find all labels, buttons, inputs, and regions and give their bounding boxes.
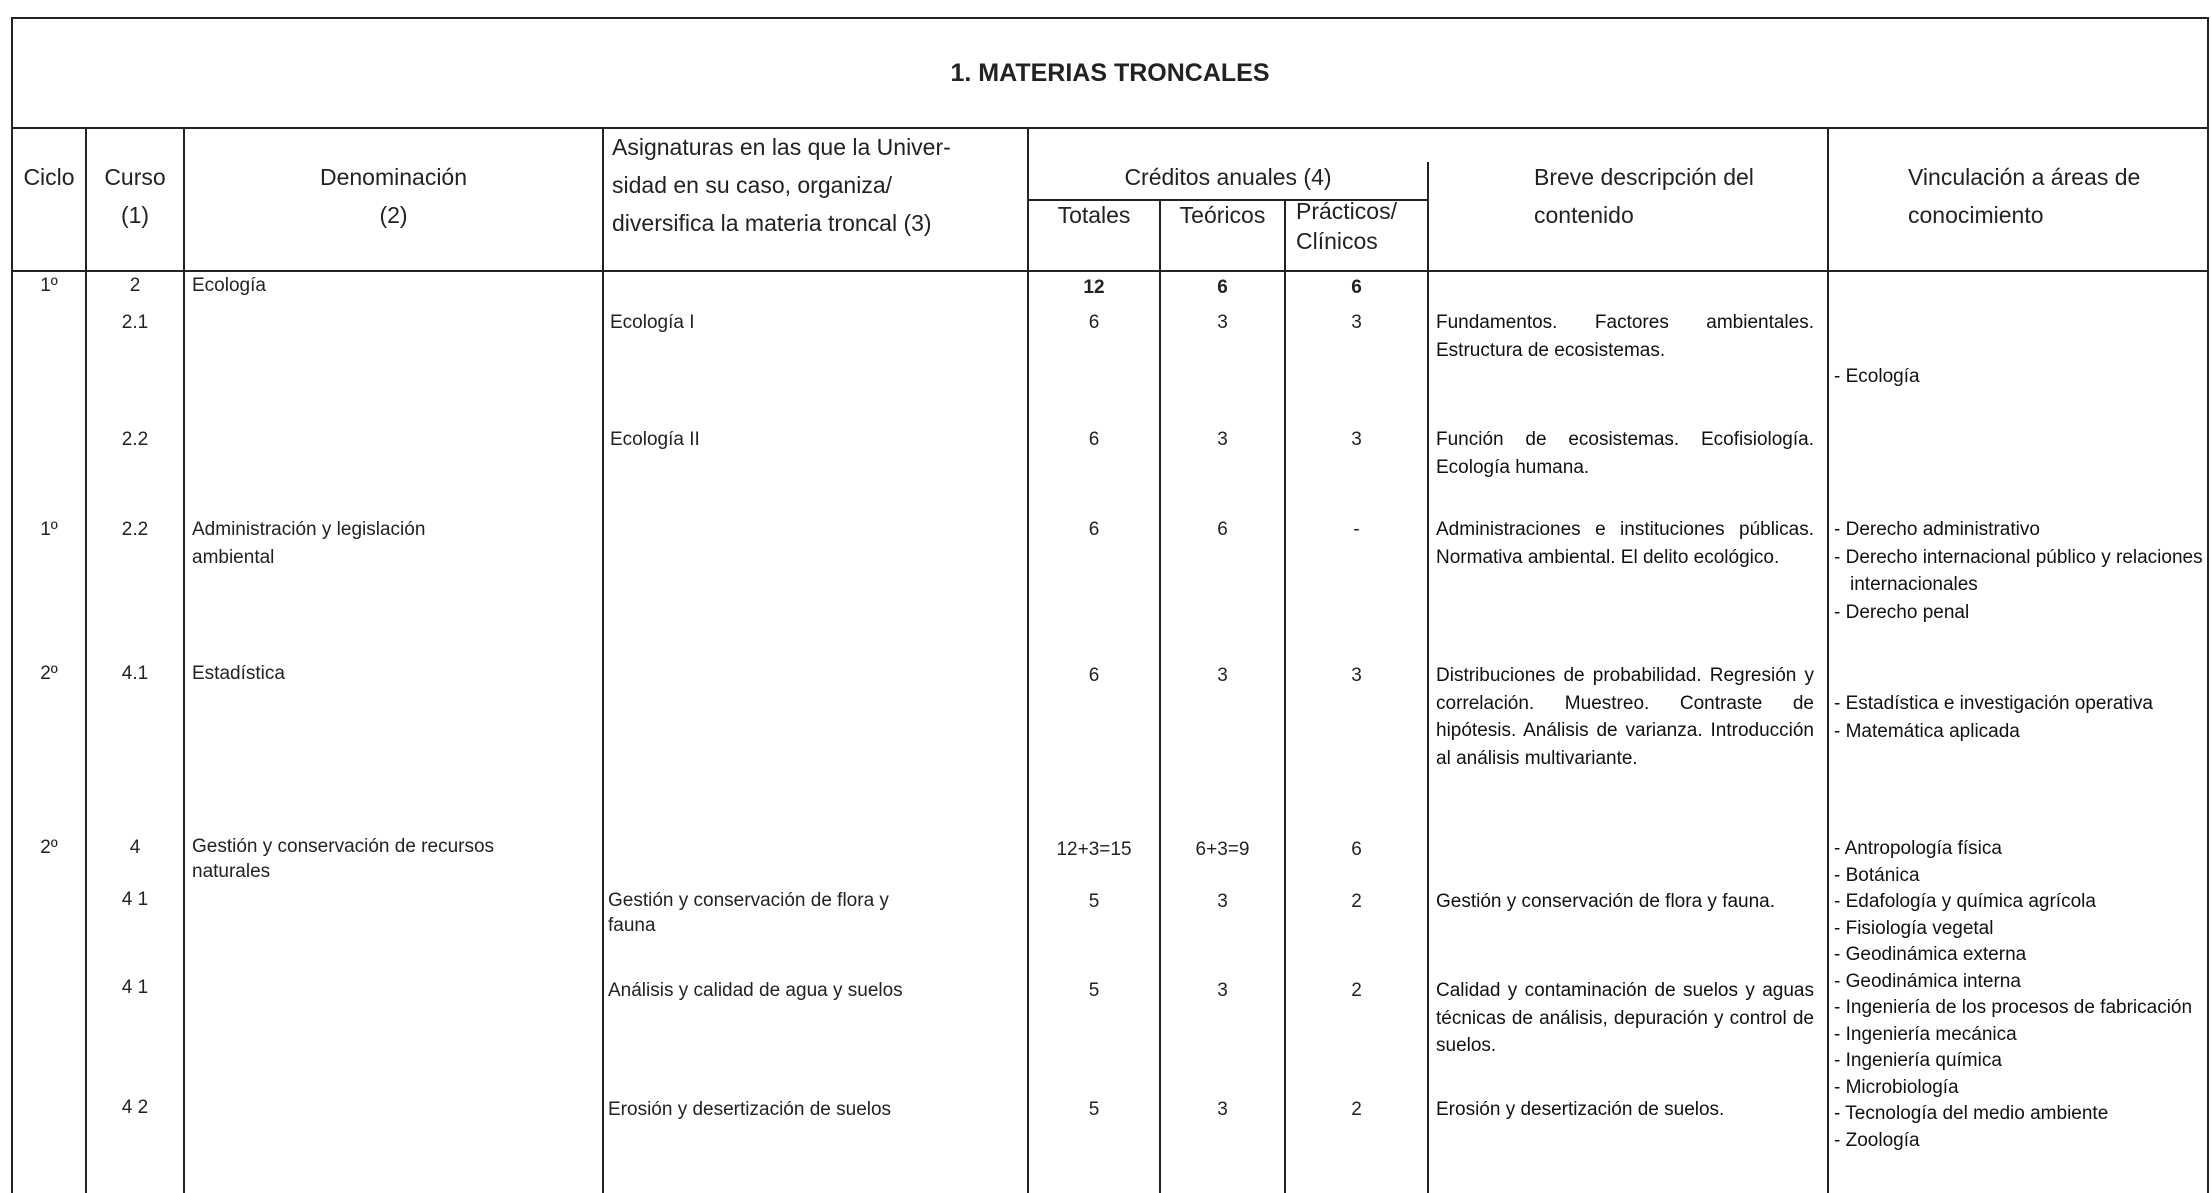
header-descripcion: Breve descripción del contenido xyxy=(1534,164,1754,228)
col-divider xyxy=(1159,199,1161,1193)
cell-totales: 6 xyxy=(1088,312,1100,333)
col-divider xyxy=(1284,199,1286,1193)
cell-teoricos: 6 xyxy=(1217,519,1228,540)
header-asignaturas: Asignaturas en las que la Univer- sidad en su caso, organiza/ diversifica la materia troncal (3) xyxy=(612,134,951,236)
cell-practicos: 6 xyxy=(1351,277,1362,298)
cell-teoricos: 3 xyxy=(1217,429,1228,450)
vinculacion-item: - Ingeniería de los procesos de fabricación xyxy=(1834,995,2204,1022)
cell-descripcion: Administraciones e instituciones públicas. Normativa ambiental. El delito ecológico. xyxy=(1436,519,1814,568)
cell-descripcion: Calidad y contaminación de suelos y aguas técnicas de análisis, depuración y control de suelos. xyxy=(1436,980,1814,1056)
cell-curso: 2.2 xyxy=(121,519,149,540)
vinculacion-item: - Edafología y química agrícola xyxy=(1834,889,2204,916)
vinculacion-item: - Derecho penal xyxy=(1834,599,2204,627)
vinculacion-item: - Tecnología del medio ambiente xyxy=(1834,1101,2204,1128)
vinculacion-item: - Derecho internacional público y relaciones internacionales xyxy=(1834,544,2204,599)
cell-asignatura: Erosión y desertización de suelos xyxy=(608,1099,892,1120)
cell-practicos: 3 xyxy=(1351,665,1362,686)
cell-curso: 2.2 xyxy=(121,429,149,450)
header-teoricos: Teóricos xyxy=(1179,202,1266,228)
cell-teoricos: 3 xyxy=(1217,980,1228,1001)
cell-teoricos: 6+3=9 xyxy=(1195,839,1250,860)
cell-asignatura: Ecología II xyxy=(610,429,700,450)
vinculacion-item: - Derecho administrativo xyxy=(1834,516,2204,544)
cell-curso: 4 xyxy=(129,837,141,858)
vinculacion-item: - Microbiología xyxy=(1834,1075,2204,1102)
header-creditos: Créditos anuales (4) xyxy=(1124,164,1332,190)
cell-denominacion: Ecología xyxy=(192,275,266,296)
cell-practicos: 2 xyxy=(1351,891,1362,912)
header-denominacion-note: (2) xyxy=(379,202,408,228)
vinculacion-item: - Ecología xyxy=(1834,363,2204,391)
col-divider xyxy=(602,127,604,1193)
page-title: 1. MATERIAS TRONCALES xyxy=(950,59,1270,87)
title-divider xyxy=(11,127,2209,129)
cell-asignatura: Análisis y calidad de agua y suelos xyxy=(608,980,903,1001)
cell-descripcion: Gestión y conservación de flora y fauna. xyxy=(1436,891,1776,912)
header-totales: Totales xyxy=(1057,202,1131,228)
cell-curso: 4.1 xyxy=(121,663,149,684)
vinculacion-item: - Fisiología vegetal xyxy=(1834,916,2204,943)
cell-teoricos: 3 xyxy=(1217,891,1228,912)
header-denominacion: Denominación xyxy=(319,164,468,190)
cell-totales: 5 xyxy=(1088,891,1100,912)
col-divider xyxy=(1827,127,1829,1193)
vinculacion-item: - Botánica xyxy=(1834,863,2204,890)
cell-descripcion: Distribuciones de probabilidad. Regresión y correlación. Muestreo. Contraste de hipótesis. Análisis de varianza. Introducción al análisis multivariante. xyxy=(1436,665,1814,769)
header-curso: Curso xyxy=(104,164,166,190)
header-vinculacion: Vinculación a áreas de conocimiento xyxy=(1908,164,2141,228)
cell-teoricos: 3 xyxy=(1217,312,1228,333)
cell-totales: 12 xyxy=(1083,277,1105,298)
cell-asignatura: Ecología I xyxy=(610,312,695,333)
cell-totales: 5 xyxy=(1088,1099,1100,1120)
vinculacion-item: - Antropología física xyxy=(1834,836,2204,863)
cell-denominacion: Estadística xyxy=(192,663,285,684)
vinculacion-list xyxy=(1834,516,2204,626)
cell-totales: 12+3=15 xyxy=(1056,839,1132,860)
cell-totales: 6 xyxy=(1088,665,1100,686)
vinculacion-item: - Zoología xyxy=(1834,1128,2204,1155)
header-practicos: Prácticos/ Clínicos xyxy=(1296,198,1397,254)
vinculacion-list-gestion xyxy=(1834,836,2204,1154)
cell-descripcion: Fundamentos. Factores ambientales. Estructura de ecosistemas. xyxy=(1436,312,1814,361)
cell-practicos: 2 xyxy=(1351,980,1362,1001)
cell-practicos: 6 xyxy=(1351,839,1362,860)
cell-teoricos: 3 xyxy=(1217,665,1228,686)
cell-descripcion: Función de ecosistemas. Ecofisiología. Ecología humana. xyxy=(1436,429,1814,478)
cell-practicos: 3 xyxy=(1351,312,1362,333)
cell-curso: 4 1 xyxy=(121,889,149,910)
cell-curso: 2.1 xyxy=(121,312,149,333)
vinculacion-item: - Estadística e investigación operativa xyxy=(1834,690,2204,718)
col-divider xyxy=(1427,162,1429,1193)
cell-totales: 6 xyxy=(1088,519,1100,540)
cell-asignatura: Gestión y conservación de flora y fauna xyxy=(608,890,889,936)
cell-denominacion: Gestión y conservación de recursos naturales xyxy=(192,836,495,882)
vinculacion-item: - Ingeniería química xyxy=(1834,1048,2204,1075)
cell-practicos: 3 xyxy=(1351,429,1362,450)
cell-curso: 4 1 xyxy=(121,977,149,998)
header-curso-note: (1) xyxy=(120,202,150,228)
cell-ciclo: 1º xyxy=(40,519,58,540)
header-ciclo: Ciclo xyxy=(23,164,75,190)
table-border-top xyxy=(11,17,2209,19)
vinculacion-list xyxy=(1834,690,2204,745)
cell-ciclo: 2º xyxy=(40,837,58,858)
cell-curso: 2 xyxy=(129,275,141,296)
cell-curso: 4 2 xyxy=(121,1097,149,1118)
cell-totales: 6 xyxy=(1088,429,1100,450)
cell-practicos: 2 xyxy=(1351,1099,1362,1120)
vinculacion-item: - Geodinámica externa xyxy=(1834,942,2204,969)
cell-teoricos: 6 xyxy=(1217,277,1228,298)
cell-teoricos: 3 xyxy=(1217,1099,1228,1120)
cell-practicos: - xyxy=(1353,519,1360,540)
cell-totales: 5 xyxy=(1088,980,1100,1001)
cell-ciclo: 2º xyxy=(40,663,58,684)
vinculacion-item: - Geodinámica interna xyxy=(1834,969,2204,996)
vinculacion-list-ecologia xyxy=(1834,363,2204,391)
cell-descripcion: Erosión y desertización de suelos. xyxy=(1436,1099,1725,1120)
cell-ciclo: 1º xyxy=(40,275,58,296)
cell-denominacion: Administración y legislación ambiental xyxy=(192,519,426,568)
vinculacion-item: - Matemática aplicada xyxy=(1834,718,2204,746)
col-divider xyxy=(183,127,185,1193)
vinculacion-item: - Ingeniería mecánica xyxy=(1834,1022,2204,1049)
